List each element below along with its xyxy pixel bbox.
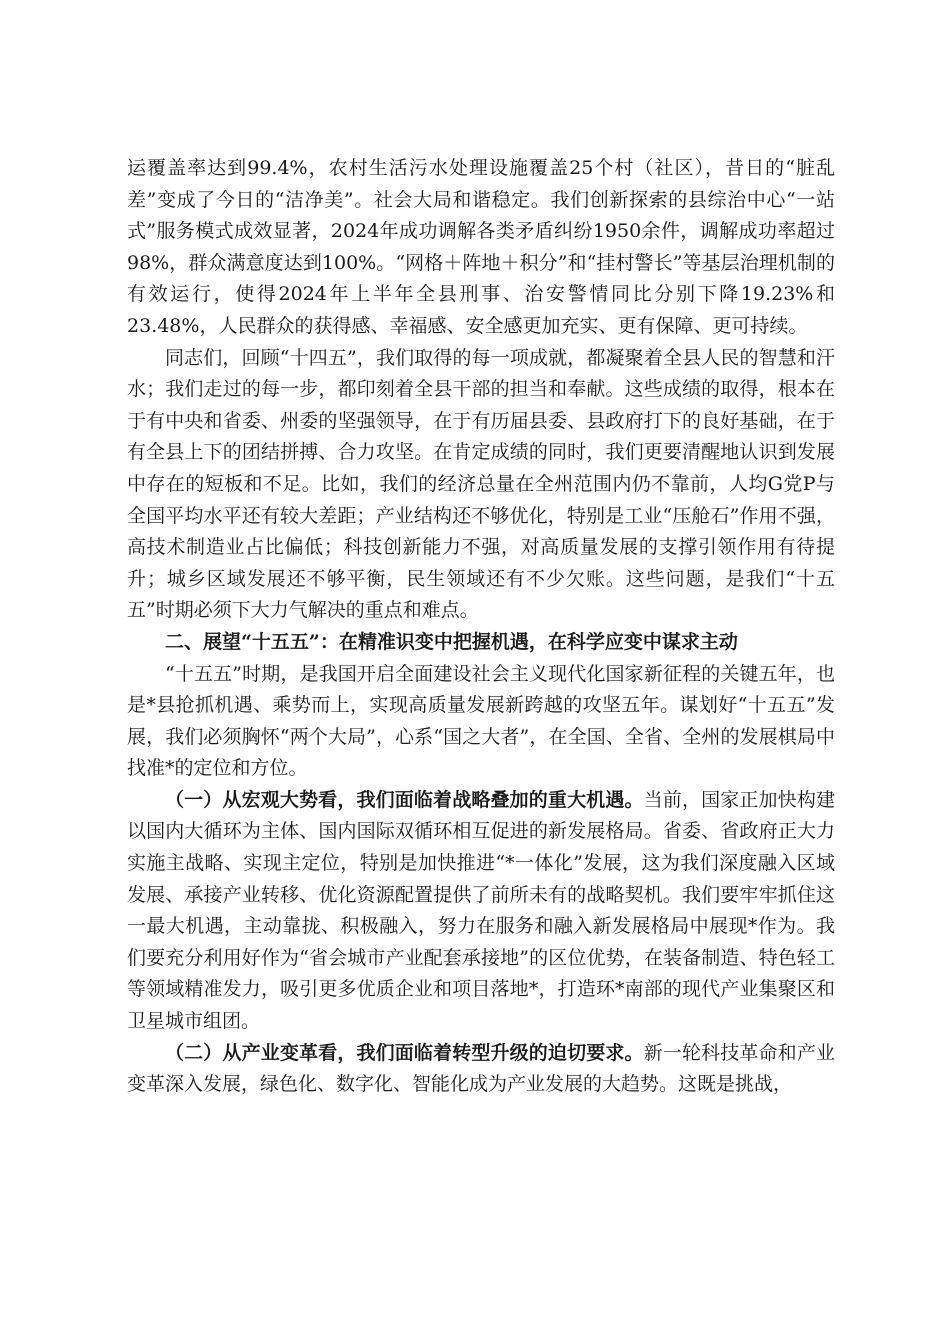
paragraph-outlook-intro: “十五五”时期，是我国开启全面建设社会主义现代化国家新征程的关键五年，也是*县抢抓机遇、乘势而上，实现高质量发展新跨越的攻坚五年。谋划好“十五五”发展，我们必须胸怀“两个大局”，心系“国之大者”，在全国、全省、全州的发展棋局中找准*的定位和方位。 bbox=[127, 662, 835, 780]
paragraph-industry-change bbox=[127, 1038, 835, 1101]
section-heading: 二、展望“十五五”：在精准识变中把握机遇，在科学应变中谋求主动 bbox=[165, 630, 738, 653]
paragraph-review-summary: 同志们，回顾“十四五”，我们取得的每一项成就，都凝聚着全县人民的智慧和汗水；我们走过的每一步，都印刻着全县干部的担当和奉献。这些成绩的取得，根本在于有中央和省委、州委的坚强领导，在于有历届县委、县政府打下的良好基础，在于有全县上下的团结拼搏、合力攻坚。在肯定成绩的同时，我们更要清醒地认识到发展中存在的短板和不足。比如，我们的经济总量在全州范围内仍不靠前，人均G党P与全国平均水平还有较大差距；产业结构还不够优化，特别是工业“压舱石”作用不强，高技术制造业占比偏低；科技创新能力不强，对高质量发展的支撑引领作用有待提升；城乡区域发展还不够平衡，民生领域还有不少欠账。这些问题，是我们“十五五”时期必须下大力气解决的重点和难点。 bbox=[127, 346, 835, 622]
subheading-macro-opportunity: （一）从宏观大势看，我们面临着战略叠加的重大机遇。 bbox=[165, 788, 644, 811]
subheading-industry-change: （二）从产业变革看，我们面临着转型升级的迫切要求。 bbox=[165, 1041, 644, 1064]
document-body bbox=[127, 153, 835, 1101]
paragraph-macro-opportunity bbox=[127, 785, 835, 1038]
paragraph-continuation: 运覆盖率达到99.4%，农村生活污水处理设施覆盖25个村（社区），昔日的“脏乱差”变成了今日的“洁净美”。社会大局和谐稳定。我们创新探索的县综治中心“一站式”服务模式成效显著，2024年成功调解各类矛盾纠纷1950余件，调解成功率超过98%，群众满意度达到100%。“网格＋阵地＋积分”和“挂村警长”等基层治理机制的有效运行，使得2024年上半年全县刑事、治安警情同比分别下降19.23%和23.48%，人民群众的获得感、幸福感、安全感更加充实、更有保障、更可持续。 bbox=[127, 157, 835, 337]
paragraph-macro-opportunity-text: 当前，国家正加快构建以国内大循环为主体、国内国际双循环相互促进的新发展格局。省委、省政府正大力实施主战略、实现主定位，特别是加快推进“*一体化”发展，这为我们深度融入区域发展、承接产业转移、优化资源配置提供了前所未有的战略契机。我们要牢牢抓住这一最大机遇，主动靠拢、积极融入，努力在服务和融入新发展格局中展现*作为。我们要充分利用好作为“省会城市产业配套承接地”的区位优势，在装备制造、特色轻工等领域精准发力，吸引更多优质企业和项目落地*，打造环*南部的现代产业集聚区和卫星城市组团。 bbox=[127, 788, 835, 1033]
paragraph-industry-change-text: 新一轮科技革命和产业变革深入发展，绿色化、数字化、智能化成为产业发展的大趋势。这既是挑战， bbox=[127, 1041, 835, 1096]
